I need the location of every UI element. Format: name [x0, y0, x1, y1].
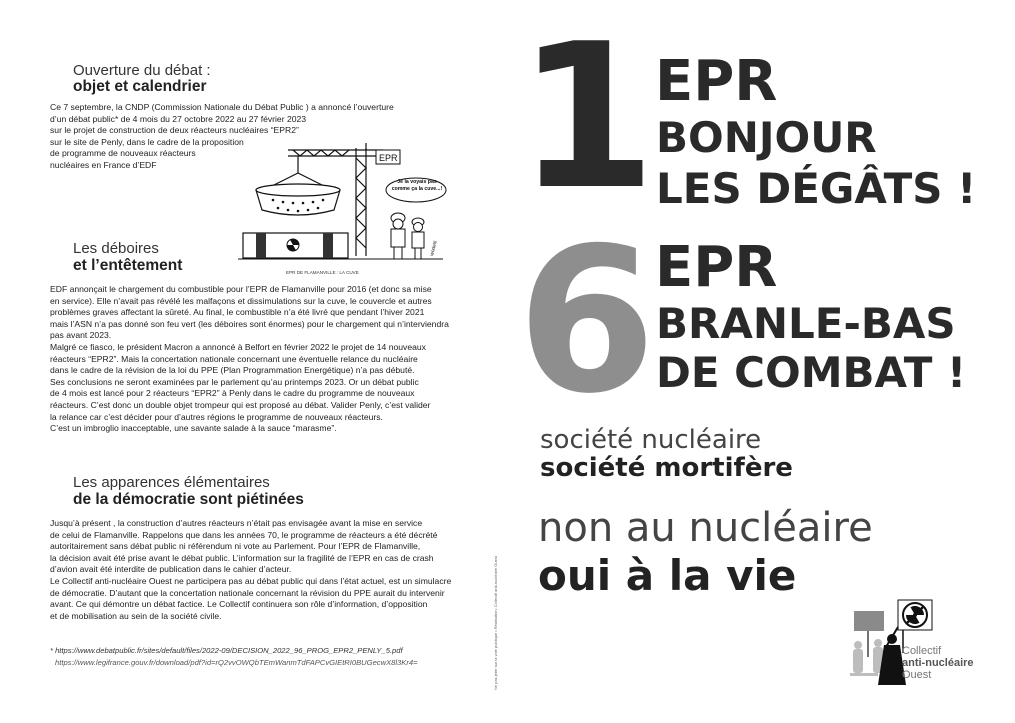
placard-gray — [854, 611, 884, 631]
headline1-line2: BONJOUR — [656, 113, 877, 162]
text-line: de celui de Flamanville. Rappelons que dans les années 70, le programme de réacteurs a été décrété — [50, 529, 438, 540]
text-line: Ce 7 septembre, la CNDP (Commission Nationale du Débat Public ) a annoncé l’ouverture — [50, 102, 394, 112]
section2-paragraph — [50, 284, 470, 435]
text-line: de démocratie. D’autant que la concertation nationale concernant la révision du PPE aurait du intervenir — [50, 587, 445, 598]
text-line: Malgré ce fiasco, le président Macron a annoncé à Belfort en février 2022 le projet de 14 nouveaux — [50, 341, 426, 352]
text-line: la décision avait été prise avant le débat public. L’information sur la fragilité de l’EPR en cas de crash — [50, 552, 434, 563]
section1-title-bold: objet et calendrier — [73, 78, 207, 95]
text-line: Jusqu’à présent , la construction d’autres réacteurs n’était pas envisagée avant la mise en service — [50, 518, 423, 528]
text-line: mais l’ASN n’a pas donné son feu vert (les déboires sont énormes) pour le chargement qui n’interviendra — [50, 318, 449, 329]
text-line: sur le projet de construction de deux réacteurs nucléaires “EPR2” — [50, 125, 299, 136]
text-line: C’est un imbroglio inacceptable, une savante salade à la sauce “marasme”. — [50, 423, 337, 434]
section2-title-light: Les déboires — [73, 240, 159, 257]
artist-signature: wodelli — [429, 240, 439, 257]
tagline2-light: non au nucléaire — [538, 505, 873, 551]
tagline1-light: société nucléaire — [540, 425, 762, 455]
text-line: d’un débat public* de 4 mois du 27 octobre 2022 au 27 février 2023 — [50, 113, 307, 124]
section3-title-bold: de la démocratie sont piétinées — [73, 491, 304, 508]
logo-text — [902, 645, 974, 681]
footnotes — [50, 645, 418, 669]
text-line: dans le cadre de la révision de la loi du PPE (Plan Programmation Energétique) n’a pas débuté. — [50, 365, 415, 376]
text-line: de programme de nouveaux réacteurs — [50, 148, 196, 159]
logo-line2: anti-nucléaire — [902, 657, 974, 669]
text-line: nucléaires en France d’EDF — [50, 159, 157, 170]
text-line: Le Collectif anti-nucléaire Ouest ne participera pas au débat public qui dans l’état actuel, est un simulacre — [50, 575, 452, 586]
text-line: problèmes graves affectant la sûreté. Au final, le combustible n’a été livré que pendant l’hiver 2021 — [50, 307, 425, 318]
text-line: et de mobilisation au sein de la société civile. — [50, 610, 222, 621]
section3-paragraph — [50, 518, 470, 622]
section2-title-bold: et l’entêtement — [73, 257, 183, 274]
text-line: en service). Elle n’avait pas révélé les malfaçons et dissimulations sur la cuve, le couvercle et autres — [50, 295, 432, 306]
workers — [391, 213, 424, 259]
cartoon-illustration — [238, 138, 448, 280]
logo-line3: Ouest — [902, 669, 932, 681]
headline2-line1: EPR — [655, 235, 778, 300]
text-line: la relance car c’est décider pour d’autres régions le programme de nouveaux réacteurs. — [50, 411, 383, 422]
tagline2-bold: oui à la vie — [538, 551, 797, 600]
text-line: sur le site de Penly, dans le cadre de la proposition — [50, 136, 244, 147]
text-line: avant. Ce qui démontre un débat factice. Le Collectif continuera son rôle d’information, d’opposition — [50, 599, 428, 610]
big-number-6: 6 — [517, 205, 653, 438]
tagline1-bold: société mortifère — [540, 453, 793, 483]
footnote-link-1[interactable]: * https://www.debatpublic.fr/sites/default/files/2022-09/DECISION_2022_96_PROG_EPR2_PENLY_5.pdf — [50, 646, 403, 655]
footnote-link-2[interactable]: https://www.legifrance.gouv.fr/download/pdf?id=rQ2vvOWQbTEmWanmTdFAPCvGIEtRI0BUGecwX8l3Kr4= — [55, 658, 418, 667]
text-line: réacteurs “EPR2”. Mais la concertation nationale concernant une éventuelle relance du nucléaire — [50, 353, 418, 364]
text-line: d’avion avait été interdite de publication dans le cahier d’acteur. — [50, 564, 292, 575]
headline2-line3: DE COMBAT ! — [656, 348, 967, 397]
logo-line1: Collectif — [902, 645, 942, 657]
text-line: autoritairement sans débat public ni référendum ni vote au Parlement. Pour l’EPR de Flamanville, — [50, 541, 421, 552]
text-line: Ses conclusions ne seront examinées par le parlement qu’au printemps 2023. Or un débat public — [50, 376, 419, 387]
text-line: réacteurs. C’est donc un double objet trompeur qui est proposé au débat. Valider Penly, c’est valider — [50, 399, 431, 410]
cartoon-caption: EPR DE FLAMANVILLE : LA CUVE — [286, 270, 359, 275]
side-credit: Ne pas jeter sur la voie publique • Réalisation: Collectif anti-nucléaire Ouest — [493, 556, 498, 690]
crane-sign-label: EPR — [379, 153, 398, 163]
headline2-line2: BRANLE-BAS — [656, 299, 956, 348]
section3-title-light: Les apparences élémentaires — [73, 474, 270, 491]
section1-title-light: Ouverture du débat : — [73, 62, 211, 79]
text-line: pas avant 2023. — [50, 330, 112, 341]
headline1-line3: LES DÉGÂTS ! — [656, 164, 977, 213]
big-number-1: 1 — [517, 1, 653, 234]
text-line: de 4 mois est lancé pour 2 réacteurs “EPR2” à Penly dans le cadre du programme de nouveaux — [50, 388, 415, 399]
headline1-line1: EPR — [655, 49, 778, 114]
speech-text: Je la voyais pas comme ça la cuve...! — [391, 179, 443, 192]
text-line: EDF annonçait le chargement du combustible pour l’EPR de Flamanville pour 2016 (et donc sa mise — [50, 284, 432, 294]
